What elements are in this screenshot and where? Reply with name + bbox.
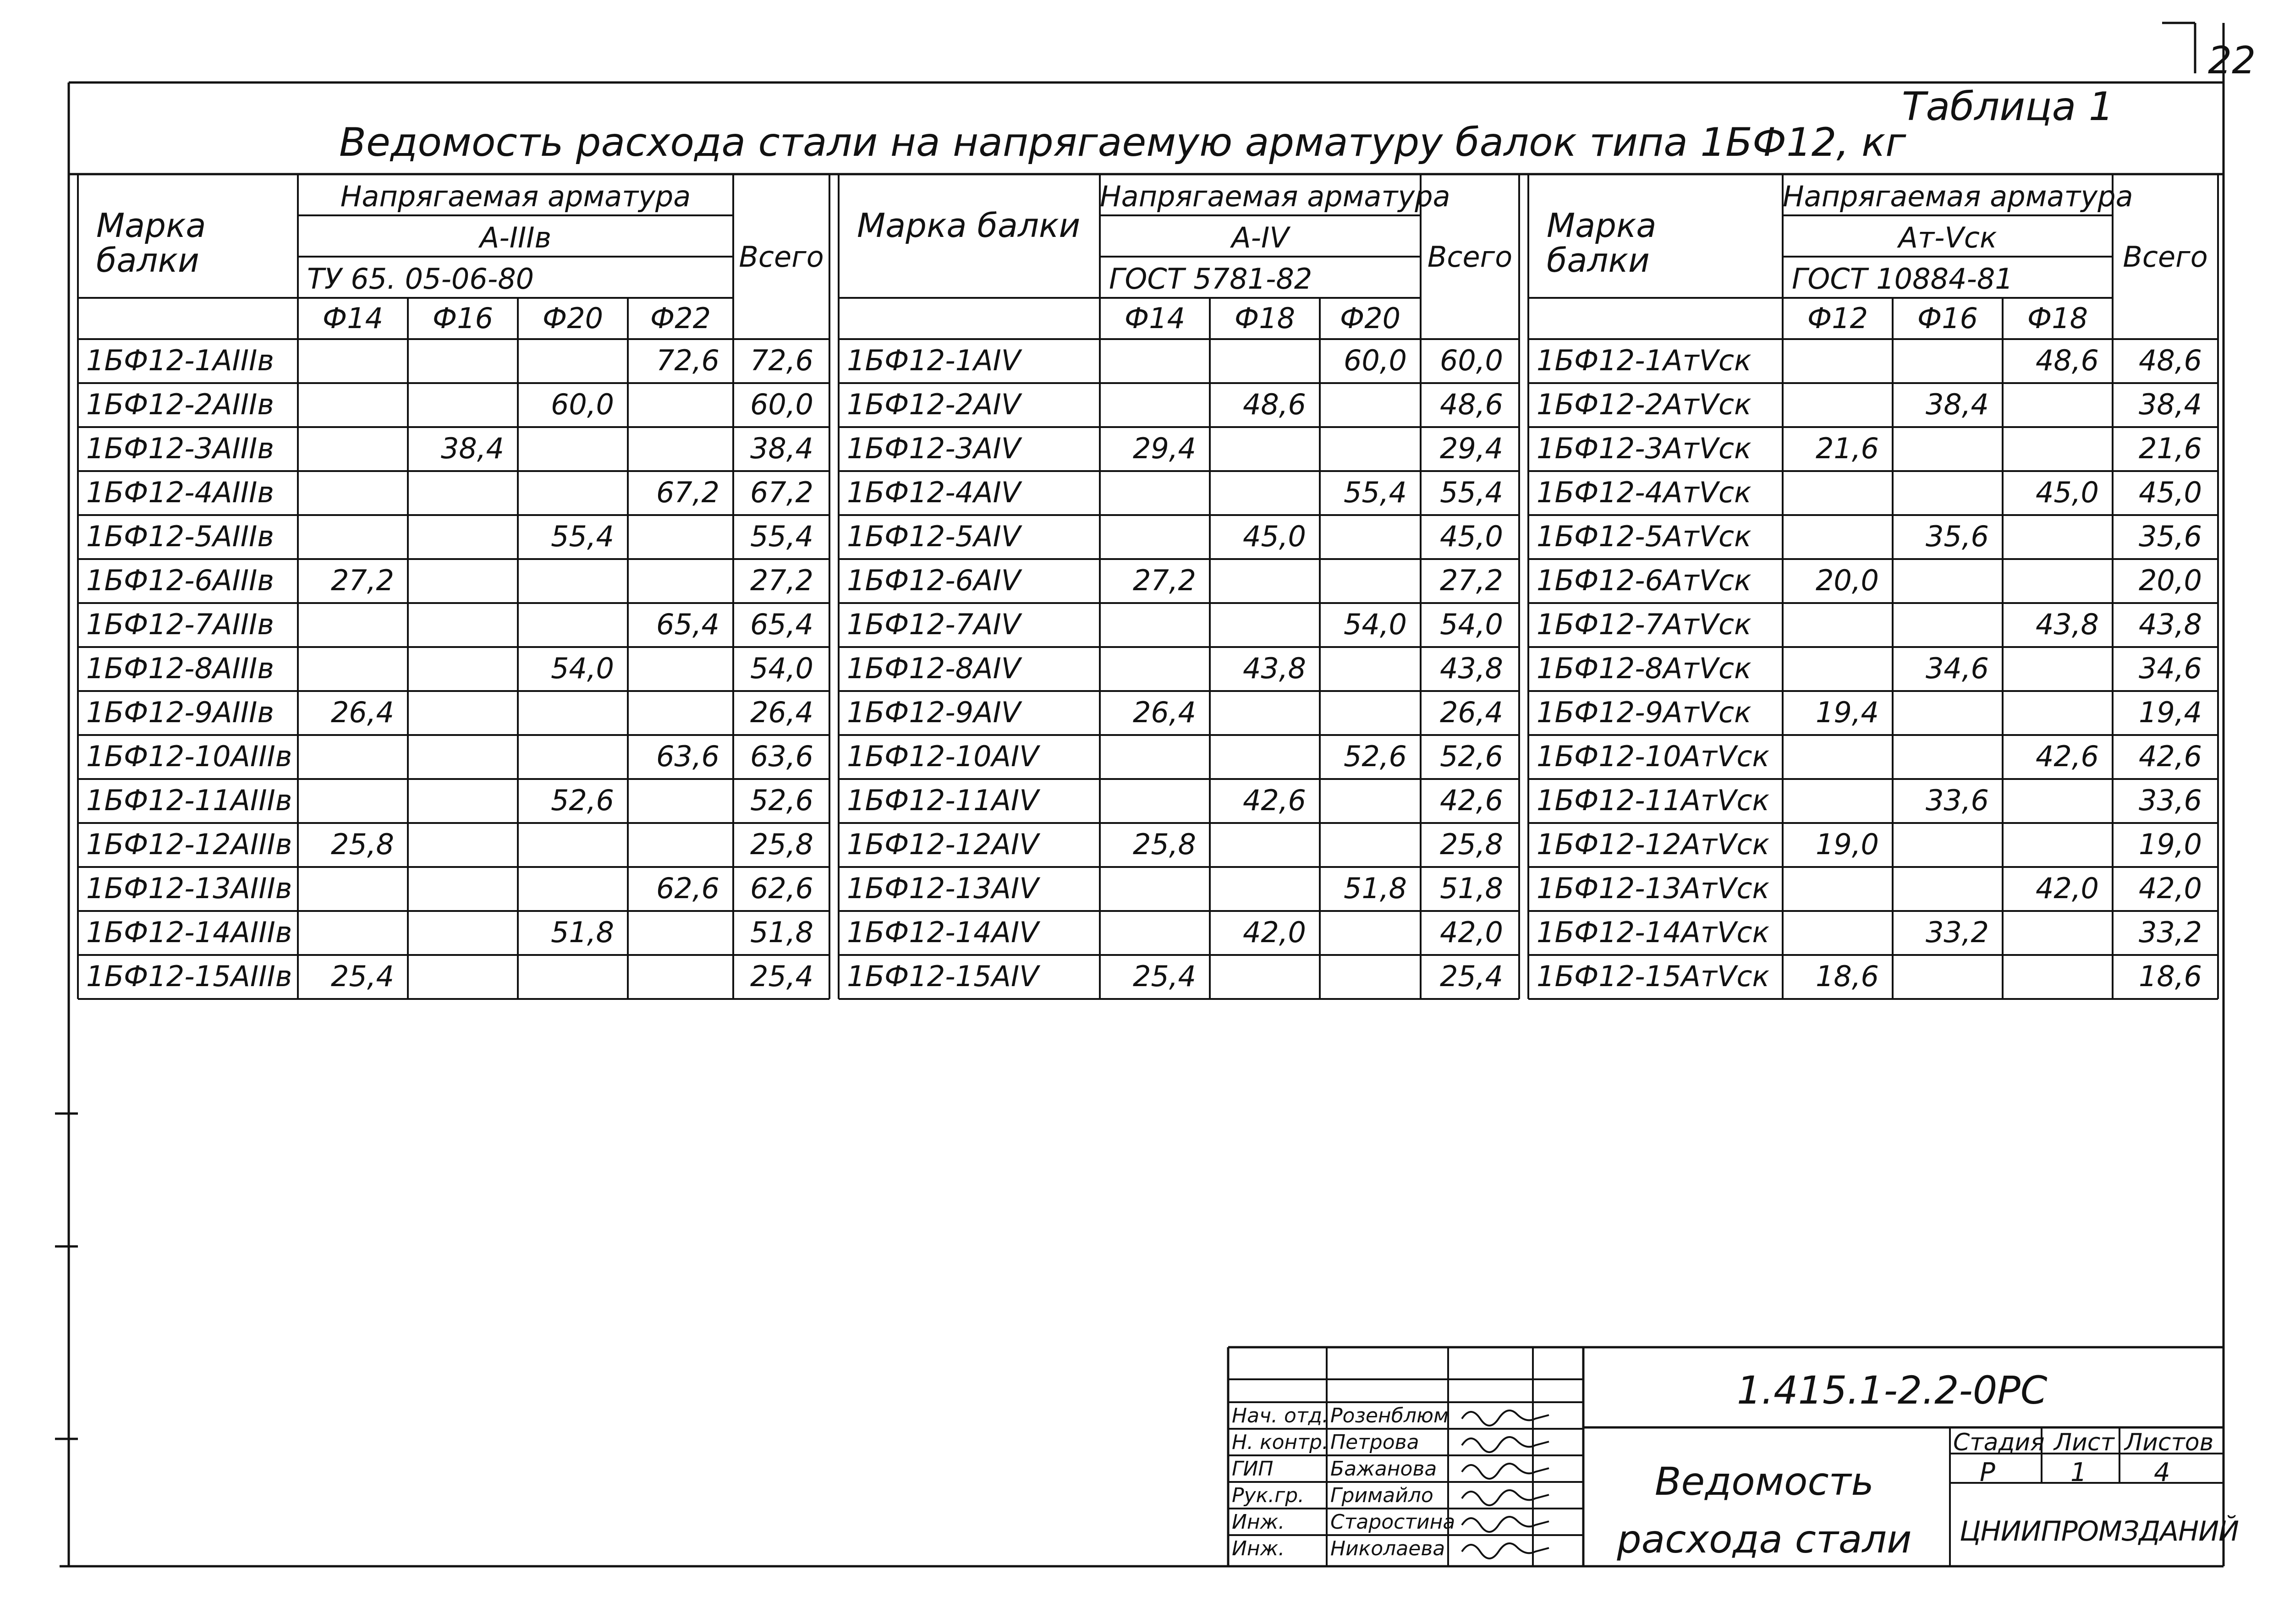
steel-value: 25,8 [330, 828, 394, 861]
row-total: 52,6 [750, 784, 813, 817]
row-total: 54,0 [750, 652, 813, 685]
row-total: 48,6 [1439, 388, 1503, 421]
beam-mark: 1БФ12-6АIV [847, 564, 1021, 597]
steel-value: 33,2 [1925, 916, 1989, 949]
steel-value: 33,6 [1925, 784, 1989, 817]
beam-mark: 1БФ12-7АтVск [1537, 608, 1751, 641]
beam-mark: 1БФ12-4АIV [847, 476, 1021, 509]
steel-value: 19,4 [1815, 696, 1879, 729]
table-label: Таблица 1 [1902, 84, 2114, 130]
beam-mark: 1БФ12-5АтVск [1537, 520, 1751, 553]
stage-value: Р [1980, 1458, 1995, 1487]
steel-value: 52,6 [550, 784, 614, 817]
signature-role: Инж. [1232, 1537, 1285, 1560]
steel-value: 48,6 [2035, 344, 2099, 377]
beam-mark: 1БФ12-8АтVск [1537, 652, 1751, 685]
beam-mark: 1БФ12-12АтVск [1537, 828, 1769, 861]
row-total: 27,2 [1439, 564, 1503, 597]
row-total: 45,0 [1439, 520, 1503, 553]
steel-value: 51,8 [1343, 872, 1407, 905]
row-total: 55,4 [1439, 476, 1503, 509]
beam-mark: 1БФ12-13АIIIв [86, 872, 292, 905]
row-total: 48,6 [2138, 344, 2202, 377]
beam-mark: 1БФ12-7АIV [847, 608, 1021, 641]
signature-mark [1462, 1410, 1549, 1426]
standard: ГОСТ 10884-81 [1792, 262, 2013, 296]
row-total: 34,6 [2138, 652, 2202, 685]
row-total: 60,0 [1439, 344, 1503, 377]
row-total: 20,0 [2138, 564, 2202, 597]
beam-mark: 1БФ12-15АтVск [1537, 960, 1769, 993]
steel-value: 20,0 [1815, 564, 1879, 597]
beam-mark: 1БФ12-2АIV [847, 388, 1021, 421]
steel-class: А-IIIв [479, 221, 552, 254]
beam-mark: 1БФ12-8АIIIв [86, 652, 274, 685]
sheets-label: Листов [2125, 1429, 2214, 1456]
beam-mark: 1БФ12-2АIIIв [86, 388, 274, 421]
row-total: 63,6 [750, 740, 813, 773]
sheets-value: 4 [2154, 1458, 2170, 1487]
steel-value: 27,2 [330, 564, 394, 597]
beam-mark: 1БФ12-12АIIIв [86, 828, 292, 861]
total-header: Всего [2123, 240, 2208, 274]
mark-header: Марка балки [857, 206, 1081, 245]
beam-mark: 1БФ12-1АIIIв [86, 344, 274, 377]
steel-value: 42,6 [1242, 784, 1306, 817]
signature-name: Гримайло [1330, 1484, 1433, 1507]
signatures [1462, 1410, 1549, 1558]
row-total: 19,4 [2138, 696, 2202, 729]
signature-role: Рук.гр. [1232, 1484, 1305, 1507]
row-total: 42,0 [2138, 872, 2202, 905]
steel-value: 55,4 [1343, 476, 1407, 509]
diameter-header: Ф14 [322, 302, 384, 335]
rebar-header: Напрягаемая арматура [340, 180, 691, 213]
steel-value: 25,8 [1132, 828, 1196, 861]
diameter-header: Ф14 [1124, 302, 1186, 335]
steel-value: 42,6 [2035, 740, 2099, 773]
steel-value: 52,6 [1343, 740, 1407, 773]
beam-mark: 1БФ12-14АIV [847, 916, 1039, 949]
row-total: 67,2 [750, 476, 813, 509]
beam-mark: 1БФ12-3АтVск [1537, 432, 1751, 465]
row-total: 42,6 [1439, 784, 1503, 817]
beam-mark: 1БФ12-13АIV [847, 872, 1039, 905]
sheet-label: Лист [2054, 1429, 2114, 1456]
row-total: 54,0 [1439, 608, 1503, 641]
beam-mark: 1БФ12-9АIIIв [86, 696, 274, 729]
row-total: 43,8 [2138, 608, 2202, 641]
diameter-header: Ф18 [2027, 302, 2088, 335]
beam-mark: 1БФ12-12АIV [847, 828, 1039, 861]
row-total: 43,8 [1439, 652, 1503, 685]
steel-value: 55,4 [550, 520, 614, 553]
signature-mark [1462, 1464, 1549, 1479]
steel-value: 43,8 [1242, 652, 1306, 685]
beam-mark: 1БФ12-4АтVск [1537, 476, 1751, 509]
signature-mark [1462, 1490, 1549, 1505]
diameter-header: Ф20 [1340, 302, 1401, 335]
beam-mark: 1БФ12-10АтVск [1537, 740, 1769, 773]
steel-value: 65,4 [656, 608, 719, 641]
steel-value: 35,6 [1925, 520, 1989, 553]
row-total: 51,8 [750, 916, 813, 949]
rebar-header: Напрягаемая арматура [1783, 180, 2133, 213]
beam-mark: 1БФ12-6АтVск [1537, 564, 1751, 597]
diameter-header: Ф16 [1917, 302, 1978, 335]
steel-class: Ат-Vск [1898, 221, 1997, 254]
row-total: 33,6 [2138, 784, 2202, 817]
signature-mark [1462, 1517, 1549, 1532]
signature-role: Нач. отд. [1232, 1404, 1329, 1427]
row-total: 65,4 [750, 608, 813, 641]
row-total: 25,4 [750, 960, 813, 993]
steel-value: 25,4 [1132, 960, 1196, 993]
signature-role: Инж. [1232, 1510, 1285, 1534]
signature-name: Старостина [1330, 1510, 1455, 1534]
beam-mark: 1БФ12-5АIIIв [86, 520, 274, 553]
row-total: 29,4 [1439, 432, 1503, 465]
row-total: 45,0 [2138, 476, 2202, 509]
page-title: Ведомость расхода стали на напрягаемую арматуру балок типа 1БФ12, кг [339, 120, 1906, 165]
beam-mark: 1БФ12-5АIV [847, 520, 1021, 553]
beam-mark: 1БФ12-11АIV [847, 784, 1039, 817]
row-total: 35,6 [2138, 520, 2202, 553]
row-total: 72,6 [750, 344, 813, 377]
signature-role: ГИП [1232, 1457, 1274, 1481]
beam-mark: 1БФ12-8АIV [847, 652, 1021, 685]
row-total: 25,8 [750, 828, 813, 861]
beam-mark: 1БФ12-11АIIIв [86, 784, 292, 817]
steel-value: 25,4 [330, 960, 394, 993]
steel-value: 63,6 [656, 740, 719, 773]
beam-mark: 1БФ12-13АтVск [1537, 872, 1769, 905]
row-total: 55,4 [750, 520, 813, 553]
steel-value: 45,0 [2035, 476, 2099, 509]
total-header: Всего [739, 240, 824, 274]
beam-mark: 1БФ12-10АIIIв [86, 740, 292, 773]
row-total: 19,0 [2138, 828, 2202, 861]
beam-mark: 1БФ12-11АтVск [1537, 784, 1769, 817]
doc-code: 1.415.1-2.2-0РС [1737, 1368, 2048, 1413]
standard: ТУ 65. 05-06-80 [307, 262, 534, 296]
beam-mark: 1БФ12-10АIV [847, 740, 1039, 773]
steel-value: 26,4 [1132, 696, 1196, 729]
row-total: 42,0 [1439, 916, 1503, 949]
diameter-header: Ф12 [1807, 302, 1868, 335]
row-total: 26,4 [1439, 696, 1503, 729]
row-total: 27,2 [750, 564, 813, 597]
row-total: 25,8 [1439, 828, 1503, 861]
organization: ЦНИИПРОМЗДАНИЙ [1960, 1515, 2239, 1547]
sheet-number: 22 [2208, 39, 2256, 82]
beam-mark: 1БФ12-3АIV [847, 432, 1021, 465]
steel-value: 26,4 [330, 696, 394, 729]
steel-value: 54,0 [1343, 608, 1407, 641]
steel-value: 48,6 [1242, 388, 1306, 421]
steel-value: 45,0 [1242, 520, 1306, 553]
beam-mark: 1БФ12-9АIV [847, 696, 1021, 729]
row-total: 18,6 [2138, 960, 2202, 993]
beam-mark: 1БФ12-7АIIIв [86, 608, 274, 641]
signature-name: Бажанова [1330, 1457, 1437, 1481]
row-total: 51,8 [1439, 872, 1503, 905]
beam-mark: 1БФ12-3АIIIв [86, 432, 274, 465]
rebar-header: Напрягаемая арматура [1100, 180, 1450, 213]
row-total: 38,4 [2138, 388, 2202, 421]
sheet-title: Ведомость расхода стали [1617, 1459, 1912, 1562]
row-total: 21,6 [2138, 432, 2202, 465]
steel-value: 67,2 [656, 476, 719, 509]
beam-mark: 1БФ12-1АIV [847, 344, 1021, 377]
steel-value: 27,2 [1132, 564, 1196, 597]
steel-value: 38,4 [1925, 388, 1989, 421]
steel-value: 21,6 [1815, 432, 1879, 465]
steel-value: 38,4 [440, 432, 504, 465]
steel-value: 29,4 [1132, 432, 1196, 465]
signature-name: Розенблюм [1330, 1404, 1449, 1427]
row-total: 25,4 [1439, 960, 1503, 993]
row-total: 33,2 [2138, 916, 2202, 949]
signature-name: Петрова [1330, 1431, 1419, 1454]
beam-mark: 1БФ12-14АIIIв [86, 916, 292, 949]
steel-value: 43,8 [2035, 608, 2099, 641]
steel-value: 51,8 [550, 916, 614, 949]
beam-mark: 1БФ12-15АIIIв [86, 960, 292, 993]
signature-mark [1462, 1543, 1549, 1558]
row-total: 52,6 [1439, 740, 1503, 773]
steel-class: А-IV [1231, 221, 1289, 254]
row-total: 60,0 [750, 388, 813, 421]
diameter-header: Ф20 [542, 302, 604, 335]
sheet-value: 1 [2070, 1458, 2087, 1487]
steel-value: 72,6 [656, 344, 719, 377]
row-total: 38,4 [750, 432, 813, 465]
mark-header: Марка балки [1547, 206, 1657, 280]
table-grid [78, 174, 2224, 1566]
beam-mark: 1БФ12-2АтVск [1537, 388, 1751, 421]
steel-value: 54,0 [550, 652, 614, 685]
mark-header: Марка балки [96, 206, 206, 280]
row-total: 42,6 [2138, 740, 2202, 773]
row-total: 26,4 [750, 696, 813, 729]
beam-mark: 1БФ12-4АIIIв [86, 476, 274, 509]
standard: ГОСТ 5781-82 [1109, 262, 1312, 296]
steel-value: 18,6 [1815, 960, 1879, 993]
signature-mark [1462, 1437, 1549, 1452]
diameter-header: Ф18 [1234, 302, 1296, 335]
beam-mark: 1БФ12-14АтVск [1537, 916, 1769, 949]
beam-mark: 1БФ12-9АтVск [1537, 696, 1751, 729]
steel-value: 19,0 [1815, 828, 1879, 861]
steel-value: 60,0 [550, 388, 614, 421]
steel-value: 42,0 [1242, 916, 1306, 949]
steel-value: 62,6 [656, 872, 719, 905]
beam-mark: 1БФ12-15АIV [847, 960, 1039, 993]
row-total: 62,6 [750, 872, 813, 905]
beam-mark: 1БФ12-1АтVск [1537, 344, 1751, 377]
diameter-header: Ф22 [650, 302, 711, 335]
steel-value: 42,0 [2035, 872, 2099, 905]
signature-role: Н. контр. [1232, 1431, 1329, 1454]
total-header: Всего [1427, 240, 1513, 274]
stage-label: Стадия [1953, 1429, 2045, 1456]
steel-value: 60,0 [1343, 344, 1407, 377]
steel-value: 34,6 [1925, 652, 1989, 685]
signature-name: Николаева [1330, 1537, 1445, 1560]
beam-mark: 1БФ12-6АIIIв [86, 564, 274, 597]
diameter-header: Ф16 [432, 302, 494, 335]
